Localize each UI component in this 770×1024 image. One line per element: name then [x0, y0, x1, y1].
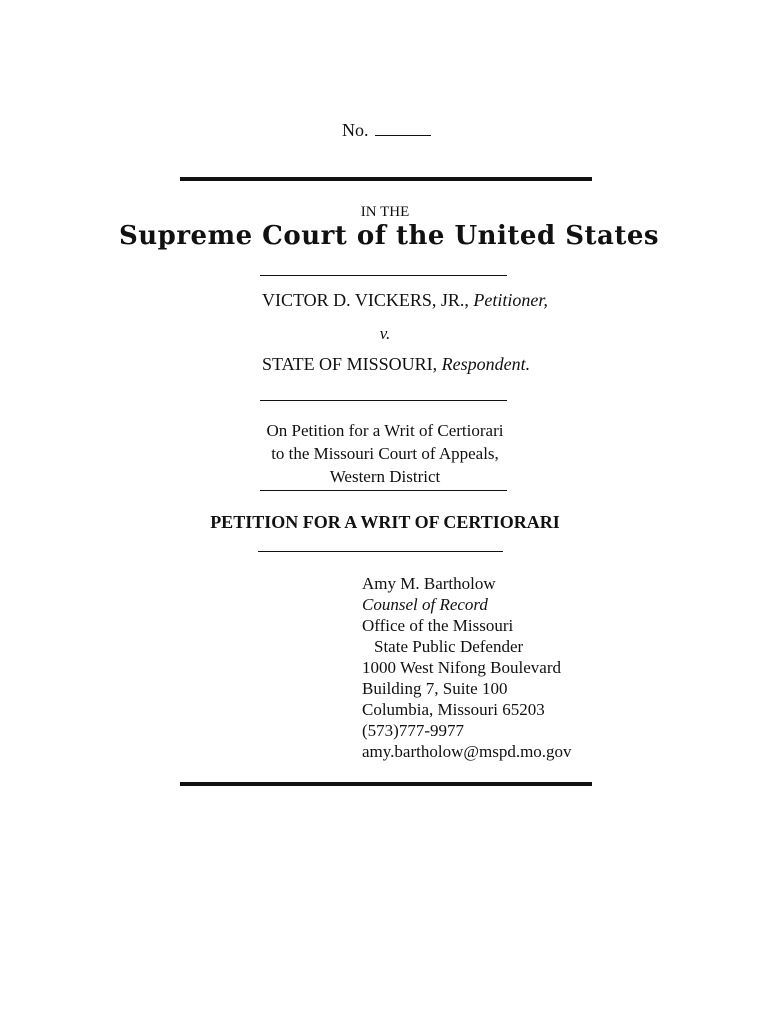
court-name: Supreme Court of the United States	[118, 221, 660, 251]
petitioner-role: Petitioner,	[473, 290, 548, 310]
respondent-role: Respondent.	[441, 354, 531, 374]
counsel-office-line: State Public Defender	[374, 637, 524, 656]
divider-rule-1	[260, 275, 507, 276]
top-thick-rule	[180, 177, 592, 181]
divider-rule-4	[258, 551, 503, 552]
docket-label: No.	[342, 120, 369, 140]
petitioner-name: VICTOR D. VICKERS, JR.,	[262, 290, 469, 310]
certiorari-line: to the Missouri Court of Appeals,	[271, 444, 499, 463]
counsel-name: Amy M. Bartholow	[362, 574, 496, 593]
counsel-city: Columbia, Missouri 65203	[362, 700, 545, 719]
petitioner-line	[262, 290, 548, 311]
versus-label: v.	[379, 324, 391, 343]
counsel-address-line: 1000 West Nifong Boulevard	[362, 658, 561, 677]
counsel-email: amy.bartholow@mspd.mo.gov	[362, 742, 572, 761]
bottom-thick-rule	[180, 782, 592, 786]
divider-rule-2	[260, 400, 507, 401]
certiorari-line: Western District	[329, 467, 441, 486]
respondent-line	[262, 354, 530, 375]
counsel-role: Counsel of Record	[362, 595, 488, 614]
counsel-address-line: Building 7, Suite 100	[362, 679, 508, 698]
certiorari-line: On Petition for a Writ of Certiorari	[266, 421, 504, 440]
petition-title: PETITION FOR A WRIT OF CERTIORARI	[210, 512, 560, 532]
divider-rule-3	[260, 490, 507, 491]
docket-number	[342, 120, 431, 141]
counsel-block	[362, 573, 572, 762]
counsel-phone: (573)777-9977	[362, 721, 464, 740]
in-the-label: IN THE	[360, 204, 410, 220]
respondent-name: STATE OF MISSOURI,	[262, 354, 438, 374]
counsel-office-line: Office of the Missouri	[362, 616, 514, 635]
certiorari-block	[0, 419, 770, 488]
docket-blank-line	[375, 121, 431, 136]
